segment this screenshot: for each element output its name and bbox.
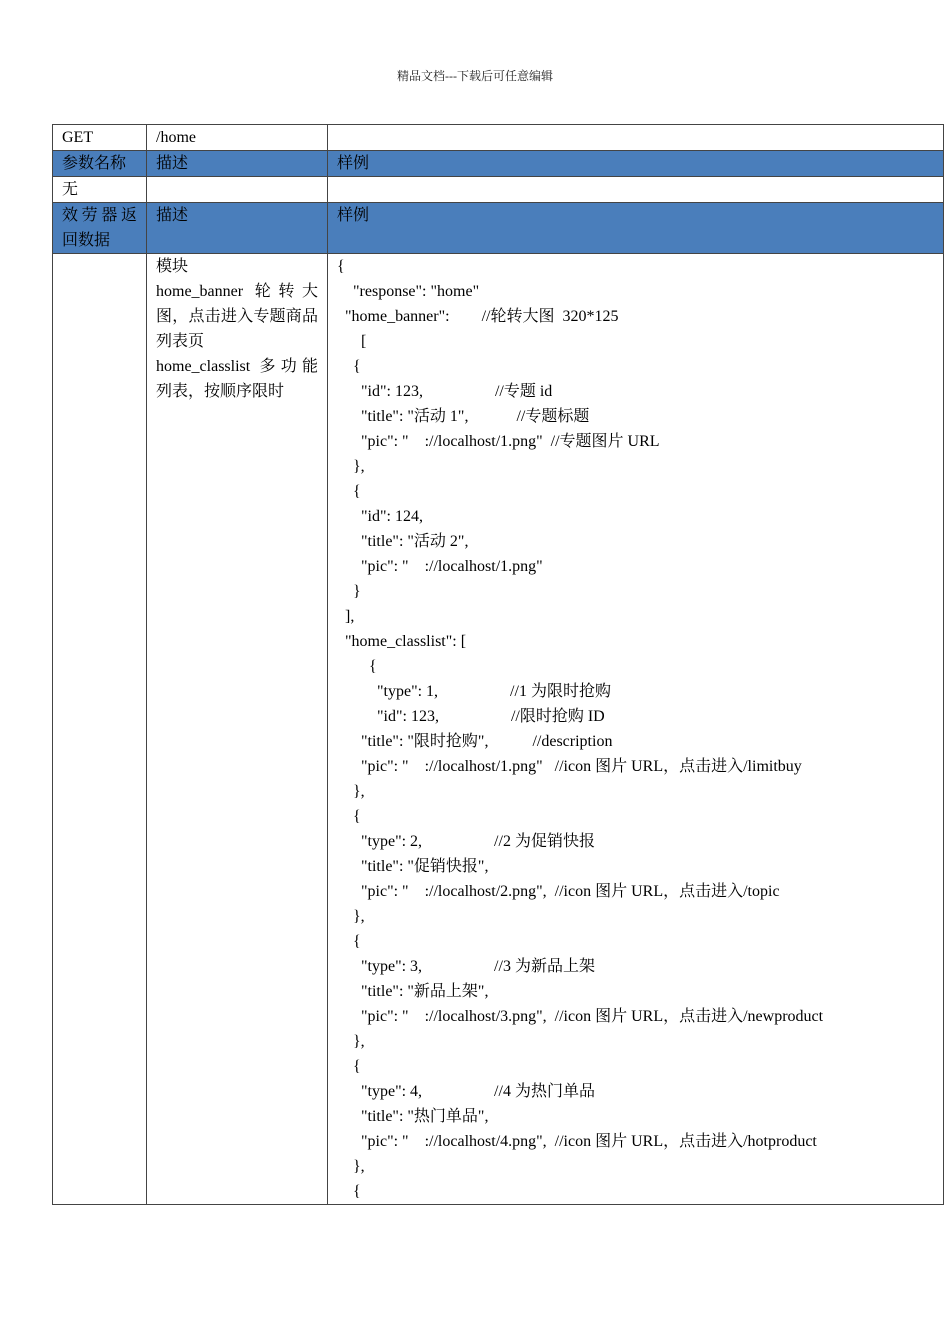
param-header-row — [53, 151, 944, 177]
code-line: "type": 4, //4 为热门单品 — [337, 1083, 595, 1100]
api-table — [52, 124, 944, 1205]
code-line: "pic": " ://localhost/2.png", //icon 图片 URL，点击进入/topic — [337, 883, 780, 900]
response-example-cell — [328, 254, 944, 1205]
request-row — [53, 125, 944, 151]
code-line: "type": 3, //3 为新品上架 — [337, 958, 595, 975]
param-name-cell: 无 — [53, 177, 147, 203]
page-header: 精品文档---下载后可任意编辑 — [397, 69, 553, 83]
code-line: ], — [337, 608, 355, 625]
code-line: "response": "home" — [337, 283, 480, 300]
response-description-cell — [147, 254, 328, 1205]
code-line: { — [337, 258, 345, 275]
code-line: { — [337, 358, 361, 375]
empty-cell — [328, 125, 944, 151]
code-line: "pic": " ://localhost/3.png", //icon 图片 URL，点击进入/newproduct — [337, 1008, 824, 1025]
code-line: "pic": " ://localhost/4.png", //icon 图片 URL，点击进入/hotproduct — [337, 1133, 817, 1150]
code-line: "title": "活动 1", //专题标题 — [337, 408, 590, 425]
code-line: { — [337, 808, 361, 825]
code-line: { — [337, 1058, 361, 1075]
response-example-header: 样例 — [328, 203, 944, 254]
code-line: "title": "限时抢购", //description — [337, 733, 613, 750]
code-line: { — [337, 1183, 361, 1200]
code-line: }, — [337, 1158, 365, 1175]
code-line: "title": "活动 2", — [337, 533, 469, 550]
path-cell: /home — [147, 125, 328, 151]
code-line: }, — [337, 1033, 365, 1050]
code-line: }, — [337, 783, 365, 800]
response-header-row — [53, 203, 944, 254]
code-line: "home_classlist": [ — [337, 633, 467, 650]
code-line: "type": 1, //1 为限时抢购 — [337, 683, 611, 700]
description-line: home_banner 轮转大图，点击进入专题商品列表页 — [156, 283, 318, 350]
code-line: "pic": " ://localhost/1.png" //专题图片 URL — [337, 433, 660, 450]
code-line: { — [337, 658, 377, 675]
param-example-cell — [328, 177, 944, 203]
code-line: } — [337, 583, 361, 600]
json-example-code — [337, 254, 934, 1204]
param-row — [53, 177, 944, 203]
code-line: "pic": " ://localhost/1.png" //icon 图片 URL，点击进入/limitbuy — [337, 758, 802, 775]
code-line: { — [337, 483, 361, 500]
param-desc-cell — [147, 177, 328, 203]
code-line: }, — [337, 458, 365, 475]
code-line: }, — [337, 908, 365, 925]
code-line: [ — [337, 333, 367, 350]
code-line: "title": "热门单品", — [337, 1108, 489, 1125]
description-line: home_classlist 多功能列表，按顺序限时 — [156, 358, 318, 400]
param-example-header: 样例 — [328, 151, 944, 177]
response-body-row — [53, 254, 944, 1205]
code-line: { — [337, 933, 361, 950]
code-line: "pic": " ://localhost/1.png" — [337, 558, 543, 575]
response-name-header: 效劳器返回数据 — [53, 203, 147, 254]
param-desc-header: 描述 — [147, 151, 328, 177]
code-line: "id": 124, — [337, 508, 423, 525]
code-line: "home_banner": //轮转大图 320*125 — [337, 308, 619, 325]
code-line: "id": 123, //限时抢购 ID — [337, 708, 605, 725]
param-name-header: 参数名称 — [53, 151, 147, 177]
code-line: "title": "促销快报", — [337, 858, 489, 875]
response-empty-cell — [53, 254, 147, 1205]
description-line: 模块 — [156, 258, 189, 275]
method-cell: GET — [53, 125, 147, 151]
code-line: "id": 123, //专题 id — [337, 383, 553, 400]
code-line: "type": 2, //2 为促销快报 — [337, 833, 595, 850]
code-line: "title": "新品上架", — [337, 983, 489, 1000]
response-desc-header: 描述 — [147, 203, 328, 254]
